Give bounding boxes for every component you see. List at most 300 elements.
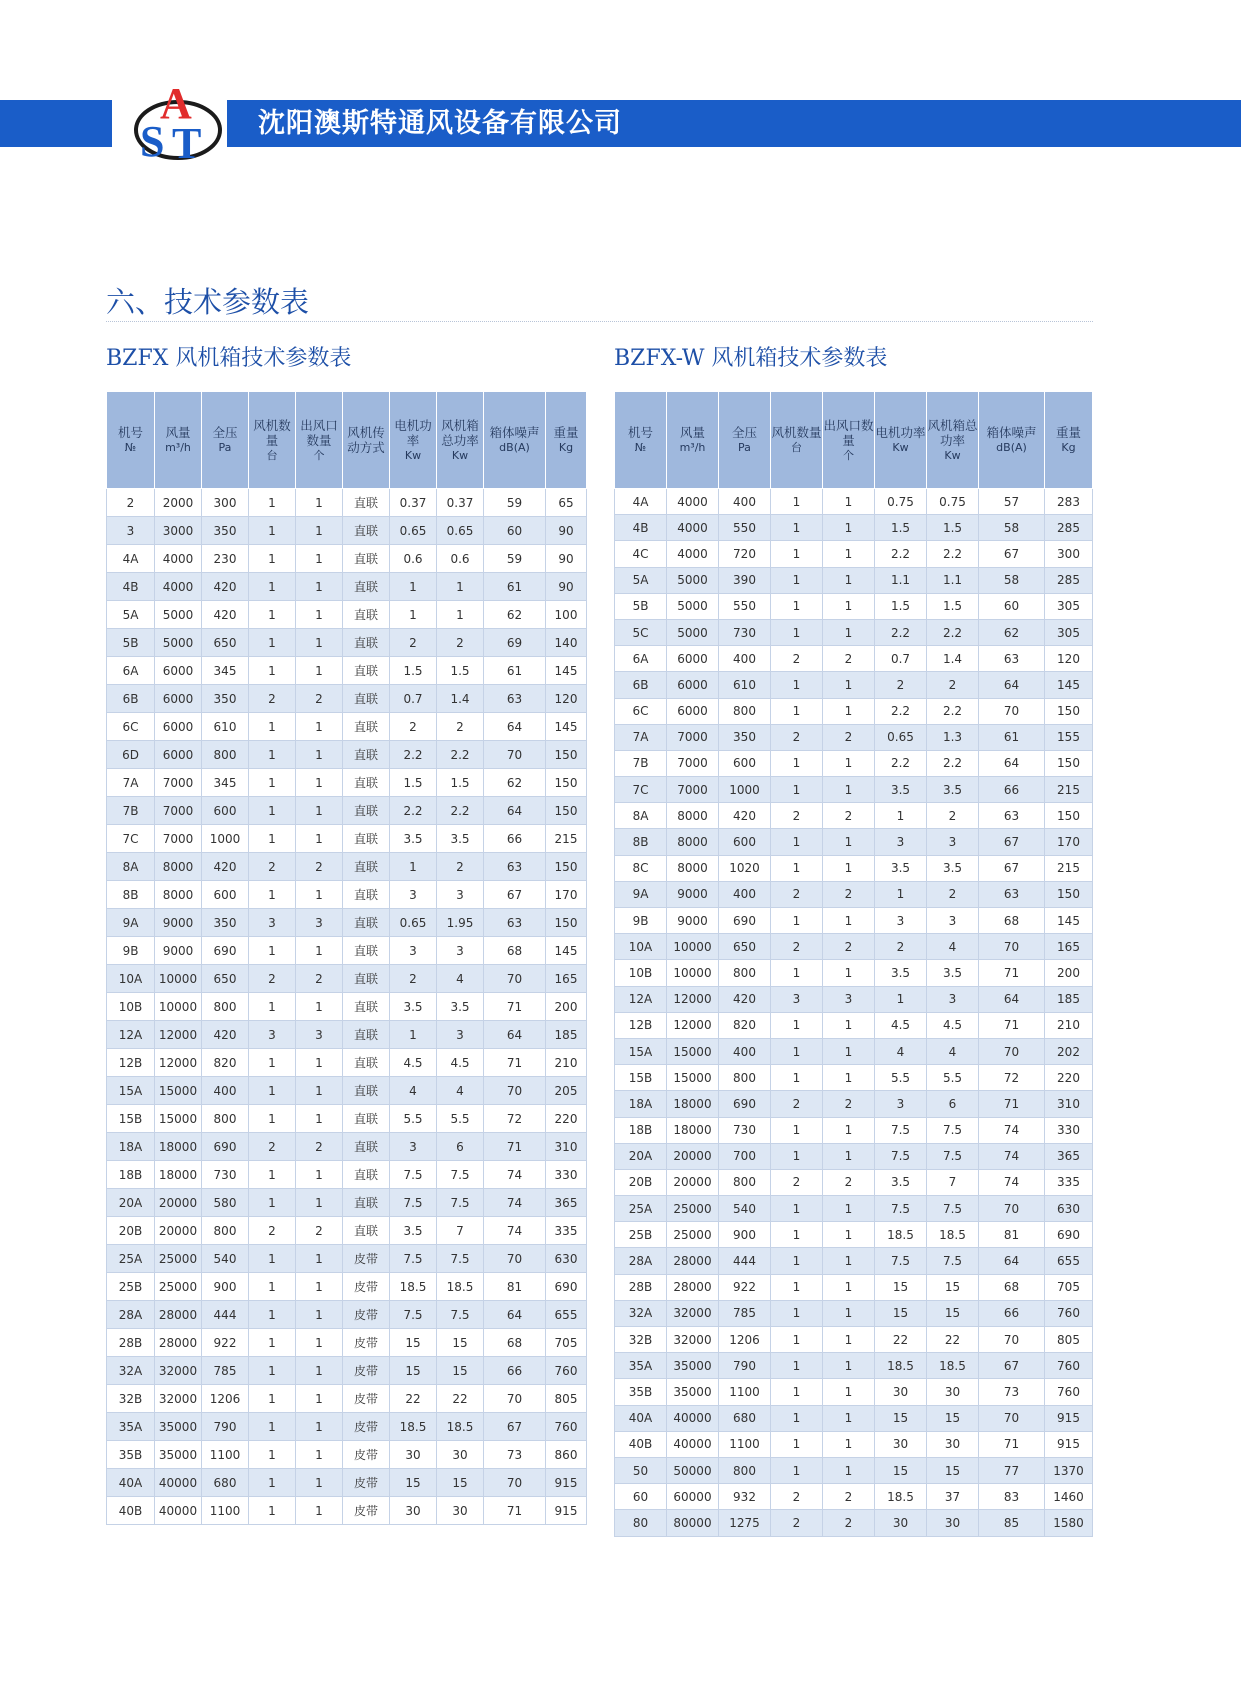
table-cell: 10B [107,993,155,1021]
table-cell: 71 [484,993,546,1021]
table-cell: 932 [719,1484,771,1510]
table-cell: 760 [1045,1379,1093,1405]
table-cell: 1 [296,1357,343,1385]
column-header-unit: 台 [266,448,278,462]
table-cell: 7000 [667,724,719,750]
table-cell: 9B [107,937,155,965]
table-row [107,1413,587,1441]
table-cell: 7.5 [875,1196,927,1222]
table-cell: 900 [202,1273,249,1301]
table-cell: 18000 [155,1133,202,1161]
table-row [615,960,1093,986]
table-cell: 20000 [667,1143,719,1169]
table-cell: 20A [615,1143,667,1169]
table-cell: 150 [1045,750,1093,776]
table-row [615,1196,1093,1222]
table-cell: 540 [719,1196,771,1222]
table-cell: 63 [979,803,1045,829]
table-cell: 8A [615,803,667,829]
column-header-unit: Kg [558,441,574,454]
table-cell: 1 [823,489,875,515]
table-row [107,1189,587,1217]
table-cell: 4C [615,541,667,567]
table-cell: 220 [546,1105,587,1133]
table-cell: 22 [875,1327,927,1353]
table-cell: 3 [771,986,823,1012]
table-row [107,1049,587,1077]
table-cell: 28000 [667,1248,719,1274]
table-cell: 730 [202,1161,249,1189]
table-cell: 7B [615,750,667,776]
table-cell: 630 [546,1245,587,1273]
table-cell: 9A [107,909,155,937]
table-cell: 1 [771,1038,823,1064]
table-cell: 1 [823,1222,875,1248]
table-row [107,965,587,993]
column-header-label: 机号 [627,425,653,440]
table-cell: 71 [484,1049,546,1077]
table-cell: 922 [719,1274,771,1300]
table-row [615,1222,1093,1248]
table-cell: 59 [484,545,546,573]
table-cell: 6000 [155,685,202,713]
table-cell: 直联 [343,1105,390,1133]
table-cell: 皮带 [343,1301,390,1329]
table-cell: 550 [719,515,771,541]
table-cell: 7.5 [437,1161,484,1189]
table-cell: 205 [546,1077,587,1105]
column-header [615,392,667,489]
column-header-label: 风机传动方式 [347,425,385,455]
table-row [615,515,1093,541]
table-cell: 145 [546,713,587,741]
column-header-unit: dB(A) [996,441,1027,454]
table-cell: 62 [979,619,1045,645]
table-cell: 32A [615,1300,667,1326]
table-cell: 215 [1045,855,1093,881]
table-cell: 15 [875,1274,927,1300]
table-cell: 1100 [202,1441,249,1469]
table-cell: 2 [771,1169,823,1195]
table-cell: 5C [615,619,667,645]
table-row [107,1497,587,1525]
table-cell: 18.5 [927,1222,979,1248]
table-cell: 8B [615,829,667,855]
table-cell: 8000 [155,881,202,909]
table-cell: 22 [927,1327,979,1353]
table-cell: 30 [875,1510,927,1536]
table-cell: 600 [202,881,249,909]
table-row [615,1248,1093,1274]
table-cell: 15 [875,1405,927,1431]
table-row [107,657,587,685]
table-cell: 1000 [719,777,771,803]
table-cell: 58 [979,567,1045,593]
column-header-label: 风量 [679,425,705,440]
table-cell: 61 [979,724,1045,750]
table-cell: 28000 [155,1301,202,1329]
table-cell: 1 [296,1049,343,1077]
table-cell: 1 [249,1385,296,1413]
table-cell: 直联 [343,993,390,1021]
table-cell: 25000 [155,1273,202,1301]
table-cell: 74 [484,1189,546,1217]
table-cell: 2 [249,965,296,993]
table-cell: 150 [546,909,587,937]
table-cell: 7000 [155,769,202,797]
table-cell: 2 [823,803,875,829]
table-cell: 1 [296,1469,343,1497]
column-header-unit: 个 [313,448,325,462]
table-cell: 70 [979,1327,1045,1353]
table-cell: 0.37 [437,489,484,517]
table-cell: 1 [249,769,296,797]
table-cell: 120 [1045,646,1093,672]
table-cell: 12A [615,986,667,1012]
table-cell: 215 [1045,777,1093,803]
table-cell: 1 [249,1245,296,1273]
table-cell: 67 [484,881,546,909]
bzfx-w-spec-table [614,391,1093,1537]
table-cell: 4.5 [927,1012,979,1038]
company-logo-icon [128,78,228,168]
table-cell: 12B [107,1049,155,1077]
table-cell: 150 [1045,698,1093,724]
column-header-label: 风机箱总功率 [927,417,978,448]
table-cell: 1 [771,1405,823,1431]
table-cell: 40000 [667,1431,719,1457]
table-cell: 1 [296,629,343,657]
table-cell: 2 [823,881,875,907]
table-cell: 直联 [343,853,390,881]
table-row [615,672,1093,698]
table-cell: 皮带 [343,1273,390,1301]
column-header [107,392,155,489]
table-cell: 1 [771,855,823,881]
table-cell: 2 [107,489,155,517]
column-header [719,392,771,489]
table-cell: 285 [1045,515,1093,541]
table-cell: 1 [771,619,823,645]
column-header [296,392,343,489]
table-cell: 22 [437,1385,484,1413]
table-row [615,855,1093,881]
table-cell: 805 [546,1385,587,1413]
table-cell: 215 [546,825,587,853]
table-cell: 305 [1045,619,1093,645]
table-cell: 1460 [1045,1484,1093,1510]
table-cell: 5.5 [927,1065,979,1091]
table-cell: 2 [249,1217,296,1245]
table-cell: 63 [484,909,546,937]
table-cell: 1 [771,829,823,855]
table-cell: 1 [437,573,484,601]
table-cell: 67 [979,829,1045,855]
table-row [107,993,587,1021]
table-cell: 6000 [667,698,719,724]
table-cell: 860 [546,1441,587,1469]
table-cell: 67 [979,541,1045,567]
table-row [107,853,587,881]
table-cell: 直联 [343,769,390,797]
table-cell: 7A [107,769,155,797]
table-row [615,646,1093,672]
table-cell: 直联 [343,825,390,853]
table-row [107,825,587,853]
table-cell: 66 [979,1300,1045,1326]
table-cell: 直联 [343,545,390,573]
table-cell: 365 [546,1189,587,1217]
table-cell: 直联 [343,1161,390,1189]
table-row [615,1274,1093,1300]
table-cell: 63 [484,685,546,713]
table-cell: 12A [107,1021,155,1049]
table-cell: 3 [296,909,343,937]
table-cell: 皮带 [343,1441,390,1469]
table-cell: 1 [771,1222,823,1248]
table-row [615,1510,1093,1536]
table-cell: 35B [615,1379,667,1405]
table-cell: 0.65 [390,517,437,545]
table-cell: 7.5 [927,1117,979,1143]
table-cell: 40000 [667,1405,719,1431]
table-cell: 1 [296,1105,343,1133]
table-cell: 1 [823,593,875,619]
table-cell: 1 [771,1248,823,1274]
table-cell: 1 [771,1065,823,1091]
table-cell: 7A [615,724,667,750]
table-cell: 皮带 [343,1245,390,1273]
table-cell: 71 [979,1091,1045,1117]
table-cell: 2 [927,672,979,698]
table-cell: 6000 [155,657,202,685]
table-cell: 18.5 [437,1413,484,1441]
table-cell: 5A [615,567,667,593]
table-cell: 1 [296,517,343,545]
table-cell: 1 [771,1327,823,1353]
table-cell: 68 [484,937,546,965]
table-cell: 2 [823,646,875,672]
table-cell: 71 [979,1431,1045,1457]
column-header-unit: № [124,441,137,454]
table-cell: 9000 [667,881,719,907]
table-cell: 0.7 [875,646,927,672]
table-cell: 1.4 [927,646,979,672]
table-cell: 68 [979,1274,1045,1300]
table-row [107,909,587,937]
table-cell: 1 [249,545,296,573]
table-cell: 200 [1045,960,1093,986]
table-cell: 3.5 [927,960,979,986]
table-cell: 7.5 [437,1301,484,1329]
table-cell: 600 [202,797,249,825]
table-cell: 25000 [667,1222,719,1248]
table-cell: 785 [719,1300,771,1326]
column-header-label: 风机箱总功率 [441,417,479,448]
column-header-label: 箱体噪声 [986,425,1037,440]
table-cell: 10A [615,934,667,960]
table-cell: 1 [390,853,437,881]
table-cell: 1 [823,1274,875,1300]
table-cell: 800 [719,698,771,724]
table-cell: 150 [546,797,587,825]
table-cell: 1 [823,1196,875,1222]
table-cell: 150 [546,853,587,881]
column-header-unit: m³/h [165,441,191,454]
table-cell: 1 [296,713,343,741]
table-row [107,741,587,769]
table-cell: 2 [249,1133,296,1161]
table-cell: 20B [615,1169,667,1195]
table-cell: 12000 [155,1021,202,1049]
table-cell: 3 [107,517,155,545]
table-cell: 1 [249,881,296,909]
table-cell: 365 [1045,1143,1093,1169]
table-cell: 3 [875,829,927,855]
column-header-label: 全压 [731,425,757,440]
table-cell: 15 [390,1469,437,1497]
table-cell: 800 [202,993,249,1021]
table-cell: 直联 [343,1217,390,1245]
table-row [615,541,1093,567]
table-cell: 1 [771,1196,823,1222]
section-divider [106,321,1093,322]
table-cell: 8C [615,855,667,881]
table-cell: 15B [615,1065,667,1091]
table-cell: 10A [107,965,155,993]
column-header-unit: Kw [944,448,961,462]
table-cell: 580 [202,1189,249,1217]
table-cell: 3 [875,908,927,934]
table-cell: 1100 [719,1379,771,1405]
table-cell: 6C [615,698,667,724]
column-header-label: 出风口数量 [300,417,338,448]
table-row [107,713,587,741]
table-cell: 83 [979,1484,1045,1510]
table-cell: 6000 [667,646,719,672]
table-cell: 皮带 [343,1385,390,1413]
svg-text:T: T [172,119,202,168]
table-cell: 2 [823,724,875,750]
table-cell: 1.5 [875,515,927,541]
table-cell: 444 [719,1248,771,1274]
table-cell: 4B [107,573,155,601]
table-cell: 1 [771,908,823,934]
table-cell: 74 [484,1217,546,1245]
table-cell: 2.2 [927,698,979,724]
table-cell: 4A [615,489,667,515]
table-cell: 90 [546,545,587,573]
column-header [823,392,875,489]
table-cell: 81 [979,1222,1045,1248]
table-cell: 185 [1045,986,1093,1012]
table-cell: 10000 [155,965,202,993]
table-cell: 1.1 [875,567,927,593]
table-cell: 1 [823,1065,875,1091]
table-cell: 1 [823,1038,875,1064]
table-cell: 3 [249,909,296,937]
table-cell: 1 [249,713,296,741]
table-row [107,1469,587,1497]
table-cell: 1 [823,1327,875,1353]
table-row [107,1161,587,1189]
svg-text:A: A [160,79,192,128]
table-cell: 32B [615,1327,667,1353]
table-cell: 70 [484,741,546,769]
table-row [615,619,1093,645]
table-cell: 3 [875,1091,927,1117]
table-row [615,803,1093,829]
table2-title: BZFX-W 风机箱技术参数表 [614,346,888,371]
table-cell: 300 [1045,541,1093,567]
table-cell: 1580 [1045,1510,1093,1536]
table-cell: 70 [979,934,1045,960]
table-cell: 185 [546,1021,587,1049]
table-cell: 1 [249,797,296,825]
table-cell: 皮带 [343,1357,390,1385]
table-cell: 1.5 [437,657,484,685]
column-header-label: 机号 [117,425,143,440]
table-row [107,937,587,965]
table-cell: 1 [249,1497,296,1525]
table-cell: 61 [484,573,546,601]
table-cell: 18.5 [927,1353,979,1379]
table-cell: 1 [823,567,875,593]
table-row [615,489,1093,515]
table-cell: 100 [546,601,587,629]
svg-text:S: S [140,117,165,166]
table-row [107,797,587,825]
table-cell: 3.5 [390,1217,437,1245]
table-cell: 680 [719,1405,771,1431]
table-cell: 0.65 [390,909,437,937]
table-cell: 6 [437,1133,484,1161]
table-cell: 2.2 [927,541,979,567]
table-cell: 2 [771,881,823,907]
table-cell: 2 [771,646,823,672]
table-cell: 145 [546,937,587,965]
table-cell: 720 [719,541,771,567]
table-cell: 35000 [155,1441,202,1469]
table-cell: 32000 [667,1300,719,1326]
table-cell: 70 [484,1245,546,1273]
column-header-unit: 台 [791,441,802,454]
table-cell: 1 [249,1105,296,1133]
table-cell: 4 [927,1038,979,1064]
table-cell: 1 [771,567,823,593]
table-cell: 10000 [667,934,719,960]
table-cell: 68 [484,1329,546,1357]
table-cell: 7 [927,1169,979,1195]
table-cell: 1 [823,960,875,986]
table-cell: 1 [390,601,437,629]
table-cell: 1 [296,489,343,517]
table-cell: 2 [771,1510,823,1536]
table-cell: 1 [437,601,484,629]
table-cell: 50 [615,1457,667,1483]
table-row [107,1301,587,1329]
table-cell: 1 [249,1441,296,1469]
table-cell: 9000 [155,937,202,965]
table-cell: 1275 [719,1510,771,1536]
table-cell: 6000 [667,672,719,698]
table-cell: 直联 [343,797,390,825]
table-cell: 655 [546,1301,587,1329]
table-cell: 9000 [667,908,719,934]
table-cell: 760 [1045,1300,1093,1326]
table-cell: 1 [390,573,437,601]
table-cell: 7000 [155,825,202,853]
